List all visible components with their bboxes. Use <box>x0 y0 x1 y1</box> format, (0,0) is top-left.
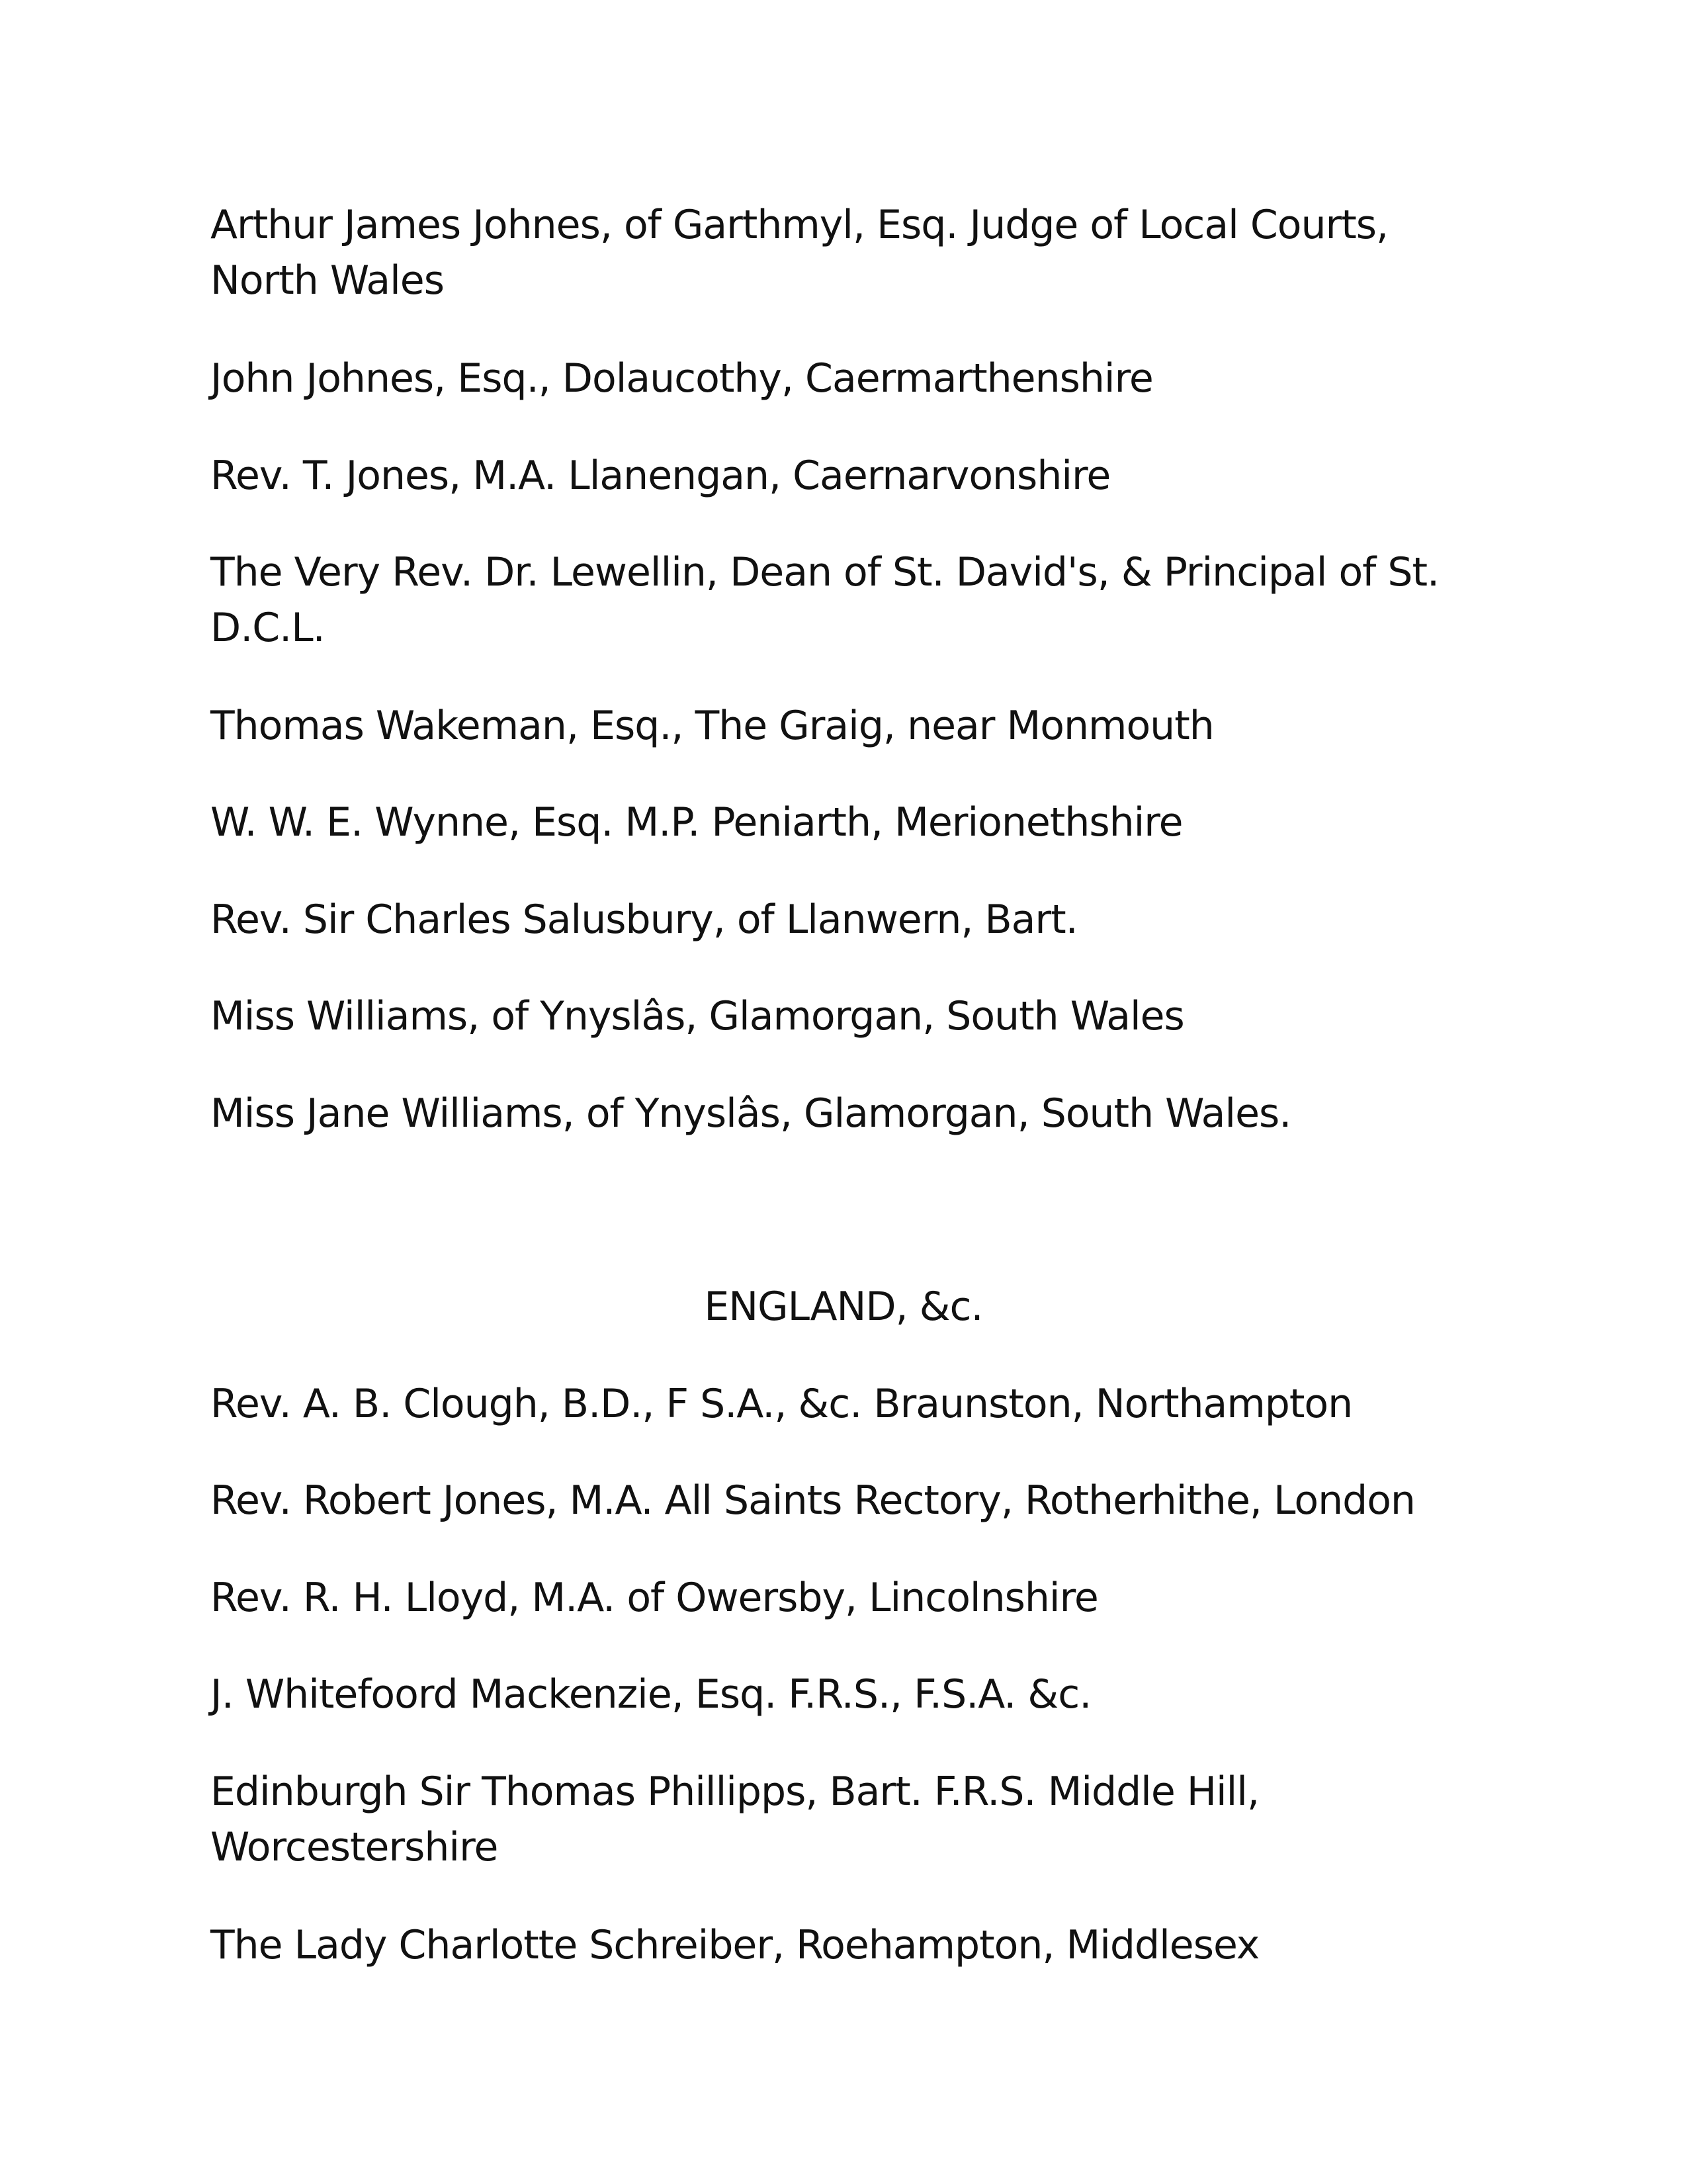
subscriber-entry-phillipps: Edinburgh Sir Thomas Phillipps, Bart. F.R.S. Middle Hill, Worcestershire <box>210 1769 1260 1870</box>
subscriber-entry-lewellin: The Very Rev. Dr. Lewellin, Dean of St. David's, & Principal of St. D.C.L. <box>210 549 1440 651</box>
subscriber-entry-mackenzie: J. Whitefoord Mackenzie, Esq. F.R.S., F.S.A. &c. <box>210 1671 1092 1718</box>
subscriber-entry-salusbury: Rev. Sir Charles Salusbury, of Llanwern, Bart. <box>210 896 1078 943</box>
subscriber-entry-schreiber: The Lady Charlotte Schreiber, Roehampton, Middlesex <box>210 1922 1260 1968</box>
subscriber-entry-lloyd: Rev. R. H. Lloyd, M.A. of Owersby, Lincolnshire <box>210 1575 1098 1621</box>
subscriber-entry-williams-jane: Miss Jane Williams, of Ynyslâs, Glamorgan, South Wales. <box>210 1090 1291 1137</box>
section-heading-england: ENGLAND, &c. <box>704 1284 983 1330</box>
subscriber-entry-johnes-arthur: Arthur James Johnes, of Garthmyl, Esq. Judge of Local Courts, North Wales <box>210 202 1389 304</box>
subscriber-entry-williams-miss: Miss Williams, of Ynyslâs, Glamorgan, South Wales <box>210 993 1184 1039</box>
subscriber-entry-jones-robert: Rev. Robert Jones, M.A. All Saints Rectory, Rotherhithe, London <box>210 1477 1415 1524</box>
subscriber-entry-wakeman: Thomas Wakeman, Esq., The Graig, near Monmouth <box>210 703 1214 749</box>
subscriber-entry-wynne: W. W. E. Wynne, Esq. M.P. Peniarth, Merionethshire <box>210 799 1183 846</box>
subscriber-entry-clough: Rev. A. B. Clough, B.D., F S.A., &c. Braunston, Northampton <box>210 1381 1353 1427</box>
subscriber-entry-johnes-john: John Johnes, Esq., Dolaucothy, Caermarthenshire <box>210 355 1153 402</box>
subscriber-entry-jones-t: Rev. T. Jones, M.A. Llanengan, Caernarvonshire <box>210 453 1111 499</box>
